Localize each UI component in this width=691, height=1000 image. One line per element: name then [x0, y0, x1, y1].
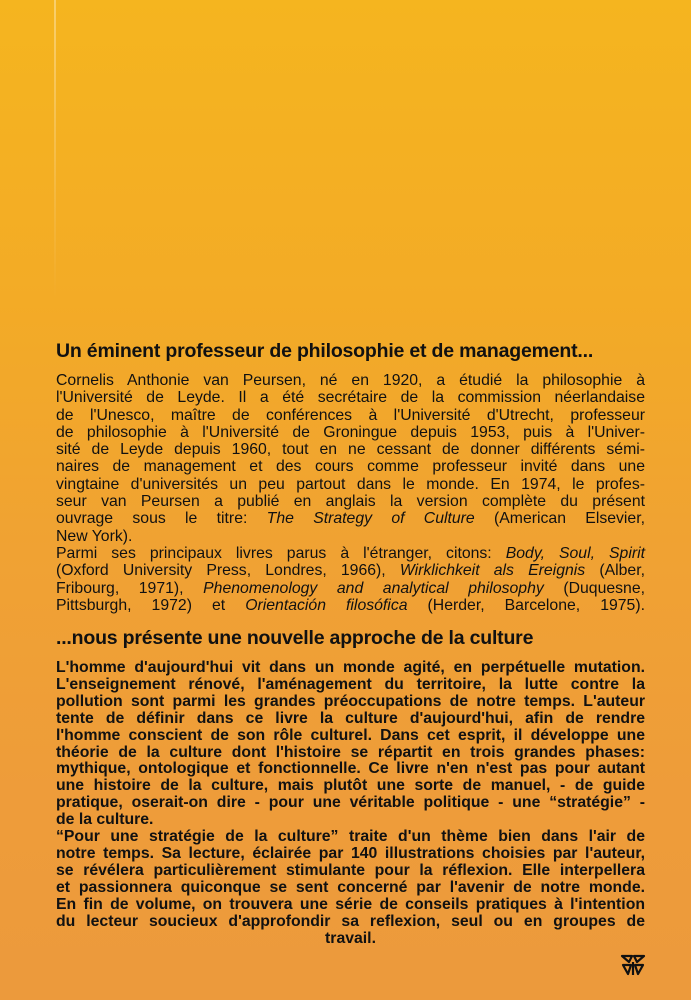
description-paragraph — [56, 660, 645, 829]
text-segment: ouvrage sous le titre: — [56, 510, 267, 528]
book-description — [56, 660, 645, 947]
text-line: seur van Peursen a publié en anglais la version complète du présent — [56, 493, 645, 511]
text-line — [56, 597, 645, 614]
text-line: pollution sont parmi les grandes préoccupations de notre temps. L'auteur — [56, 692, 645, 710]
text-line: théorie de la culture dont l'histoire se répartit en trois grandes phases: — [56, 743, 645, 761]
text-segment: (Oxford University Press, Londres, 1966), — [56, 562, 400, 580]
text-segment: Fribourg, 1971), — [56, 579, 204, 597]
publisher-logo-icon — [620, 953, 646, 977]
text-line — [56, 510, 645, 527]
section2-heading: ...nous présente une nouvelle approche de la culture — [56, 627, 534, 649]
text-line: naires de management et des cours comme professeur invité dans une — [56, 458, 645, 476]
text-line: L'enseignement rénové, l'aménagement du territoire, la lutte contre la — [56, 675, 645, 693]
text-segment: Parmi ses principaux livres parus à l'étranger, citons: — [56, 544, 506, 562]
description-paragraph — [56, 829, 645, 947]
text-line: New York). — [56, 527, 133, 545]
text-segment: (Herder, Barcelone, 1975). — [407, 596, 645, 614]
book-title: Phenomenology and analytical philosophy — [203, 579, 544, 597]
text-line: En fin de volume, on trouvera une série de conseils pratiques à l'intention — [56, 895, 645, 913]
book-title: Orientación filosófica — [245, 596, 408, 614]
text-line: l'homme conscient de son rôle culturel. Dans cet esprit, il développe une — [56, 726, 645, 744]
text-line: Cornelis Anthonie van Peursen, né en 1920, a étudié la philosophie à — [56, 372, 645, 389]
text-line — [56, 580, 645, 597]
book-title: Wirklichkeit als Ereignis — [399, 562, 586, 580]
text-line: et passionnera quiconque se sent concerné par l'avenir de notre monde. — [56, 878, 645, 896]
text-line: une histoire de la culture, mais plutôt une sorte de manuel, - de guide — [56, 777, 645, 795]
biography-paragraph — [56, 372, 645, 545]
text-segment: (Duquesne, — [543, 579, 646, 597]
text-line — [56, 562, 645, 579]
text-line: “Pour une stratégie de la culture” traite d'un thème bien dans l'air de — [56, 828, 645, 846]
text-line: l'Université de Leyde. Il a été secrétaire de la commission néerlandaise — [56, 389, 645, 407]
book-title: The Strategy of Culture — [266, 510, 475, 528]
text-line: se révélera particulièrement stimulante pour la réflexion. Elle interpellera — [56, 861, 645, 879]
paper-crease — [54, 0, 56, 300]
text-segment: (American Elsevier, — [474, 510, 645, 528]
text-line: de l'Unesco, maître de conférences à l'Université d'Utrecht, professeur — [56, 406, 645, 424]
text-line: travail. — [325, 929, 376, 947]
text-line: sité de Leyde depuis 1960, tout en ne cessant de donner différents sémi- — [56, 441, 645, 459]
text-line: de philosophie à l'Université de Groningue depuis 1953, puis à l'Univer- — [56, 423, 645, 441]
text-line: mythique, ontologique et fonctionnelle. Ce livre n'en n'est pas pour autant — [56, 760, 645, 778]
text-line: L'homme d'aujourd'hui vit dans un monde agité, en perpétuelle mutation. — [56, 659, 645, 676]
text-line: de la culture. — [56, 811, 154, 829]
text-line: tente de définir dans ce livre la culture d'aujourd'hui, afin de rendre — [56, 709, 645, 727]
text-segment: (Alber, — [585, 562, 645, 580]
text-line: pratique, oserait-on dire - pour une véritable politique - une “stratégie” - — [56, 794, 645, 812]
text-line: du lecteur soucieux d'approfondir sa reflexion, seul ou en groupes de — [56, 912, 645, 930]
author-biography — [56, 372, 645, 614]
bibliography-paragraph — [56, 545, 645, 614]
text-line: vingtaine d'universités un peu partout dans le monde. En 1974, le profes- — [56, 475, 645, 493]
text-line — [56, 545, 645, 562]
section1-heading: Un éminent professeur de philosophie et de management... — [56, 340, 594, 362]
book-title: Body, Soul, Spirit — [505, 544, 645, 562]
text-segment: Pittsburgh, 1972) et — [56, 596, 246, 614]
text-line: notre temps. Sa lecture, éclairée par 140 illustrations choisies par l'auteur, — [56, 844, 645, 862]
